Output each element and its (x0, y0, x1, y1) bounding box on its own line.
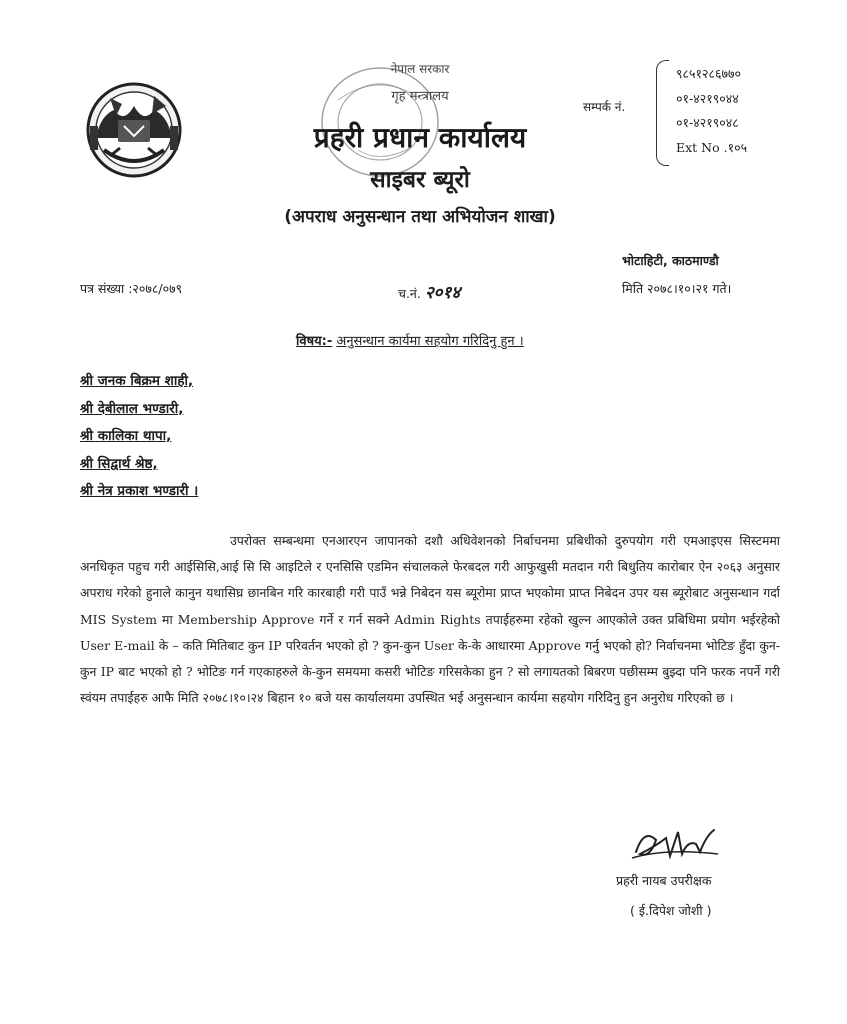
subject-text: अनुसन्धान कार्यमा सहयोग गरिदिनु हुन । (336, 334, 524, 349)
dispatch-label: च.नं. (398, 286, 421, 301)
contact-label: सम्पर्क नं. (583, 100, 626, 114)
recipient-list (80, 368, 198, 506)
signatory-title: प्रहरी नायब उपरीक्षक (616, 873, 712, 888)
recipient: श्री नेत्र प्रकाश भण्डारी । (80, 483, 199, 499)
letter-body: उपरोक्त सम्बन्धमा एनआरएन जापानको दशौ अधिवेशनको निर्बाचनमा प्रबिधीको दुरुपयोग गरी एमआइएस सिस्टममा अनधिकृत पहुच गरी आईसिसि,आई सि सि आइटिले र एनसिसि एडमिन संचालकले फेरबदल गरी आफुखुसी मतदान गरी बिधुतिय कारोबार ऐन २०६३ अनुसार अपराध गरेको हुनाले कानुन यथासिघ्र छानबिन गरि कारबाही गरी पाउँ भन्ने निबेदन यस ब्यूरोमा प्राप्त भएकोमा प्राप्त निबेदन उपर यस ब्यूरोबाट अनुसन्धान गर्दा MIS System मा Membership Approve गर्ने र गर्न सक्ने Admin Rights तपाईहरुमा रहेको खुल्न आएकोले उक्त प्रबिधिमा प्रयोग भईरहेको User E-mail के – कति मितिबाट कुन IP परिवर्तन भएको हो ? कुन-कुन User के-के आधारमा Approve गर्नु भएको हो? निर्वाचनमा भोटिङ हुँदा कुन-कुन IP बाट भएको हो ? भोटिङ गर्न गएकाहरुले के-कुन समयमा कसरी भोटिङ गरिसकेका हुन ? सो लगायतको बिबरण पछीसम्म बुझ्दा पनि फरक नपर्ने गरी स्वंयम तपाईहरु आफै मिति २०७८।१०।२४ बिहान १० बजे यस कार्यालयमा उपस्थित भई अनुसन्धान कार्यमा सहयोग गरिदिनु हुन अनुरोध गरिएको छ । (80, 533, 780, 706)
bureau-name: साइबर ब्यूरो (370, 167, 470, 193)
office-name: प्रहरी प्रधान कार्यालय (313, 121, 527, 154)
dispatch-number (398, 280, 460, 303)
contact-number: ०१-४२१९०४४ (676, 90, 739, 106)
recipient: श्री देबीलाल भण्डारी, (80, 400, 184, 417)
subject-label: विषय:- (296, 334, 333, 349)
signature-icon (626, 818, 726, 868)
office-location: भोटाहिटी, काठमाण्डौ (622, 253, 719, 268)
branch-name: (अपराध अनुसन्धान तथा अभियोजन शाखा) (284, 207, 556, 227)
reference-number: पत्र संख्या :२०७८/०७९ (80, 281, 183, 296)
recipient: श्री सिद्वार्थ श्रेष्ठ, (80, 455, 158, 472)
contact-bracket (656, 60, 669, 166)
letter-date: मिति २०७८।१०।२१ गते। (622, 281, 732, 296)
subject-line (296, 331, 524, 349)
signatory-name: ( ई.दिपेश जोशी ) (630, 903, 712, 918)
recipient: श्री कालिका थापा, (80, 428, 172, 444)
government-name: नेपाल सरकार (390, 62, 450, 76)
contact-numbers (676, 62, 747, 160)
contact-number: ९८५१२८६७७० (676, 66, 742, 81)
ministry-name: गृह मन्त्रालय (391, 89, 449, 104)
contact-number: Ext No .१०५ (676, 139, 748, 155)
contact-number: ०१-४२१९०४८ (676, 115, 739, 130)
recipient: श्री जनक बिक्रम शाही, (80, 373, 194, 389)
nepal-emblem-icon (80, 76, 188, 184)
dispatch-value: २०१४ (424, 283, 461, 303)
